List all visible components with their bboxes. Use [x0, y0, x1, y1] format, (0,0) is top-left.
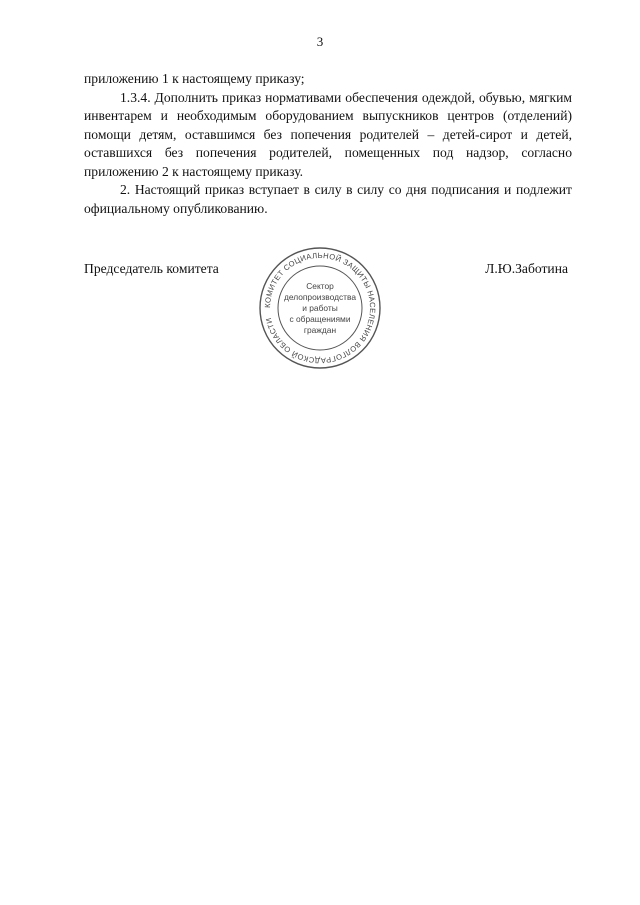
seal-inner-line-3: и работы — [302, 303, 338, 313]
seal-inner-line-2: делопроизводства — [283, 292, 357, 302]
seal-inner-line-5: граждан — [303, 325, 337, 335]
seal-inner-line-4: с обращениями — [289, 314, 351, 324]
page-number: 3 — [316, 34, 324, 49]
official-seal — [258, 246, 382, 370]
paragraph-continuation: приложению 1 к настоящему приказу; — [84, 71, 305, 86]
signatory-name: Л.Ю.Заботина — [485, 261, 568, 276]
signatory-position: Председатель комитета — [84, 261, 219, 276]
seal-outer-text-path: КОМИТЕТ СОЦИАЛЬНОЙ ЗАЩИТЫ НАСЕЛЕНИЯ ВОЛГОГРАДСКОЙ ОБЛАСТИ — [262, 250, 378, 366]
seal-inner-text — [284, 281, 356, 335]
paragraph-item-1-3-4: 1.3.4. Дополнить приказ нормативами обеспечения одеждой, обувью, мягким инвентарем и необходимым оборудованием выпускников центров (отделений) помощи детям, оставшимся без попечения родителей – детей-сирот и детей, оставшихся без попечения родителей, помещенных под надзор, согласно приложению 2 к настоящему приказу. — [84, 89, 572, 179]
paragraph-item-2: 2. Настоящий приказ вступает в силу в силу со дня подписания и подлежит официальному опубликованию. — [84, 182, 572, 216]
document-body — [84, 70, 572, 218]
seal-inner-line-1: Сектор — [306, 281, 334, 291]
